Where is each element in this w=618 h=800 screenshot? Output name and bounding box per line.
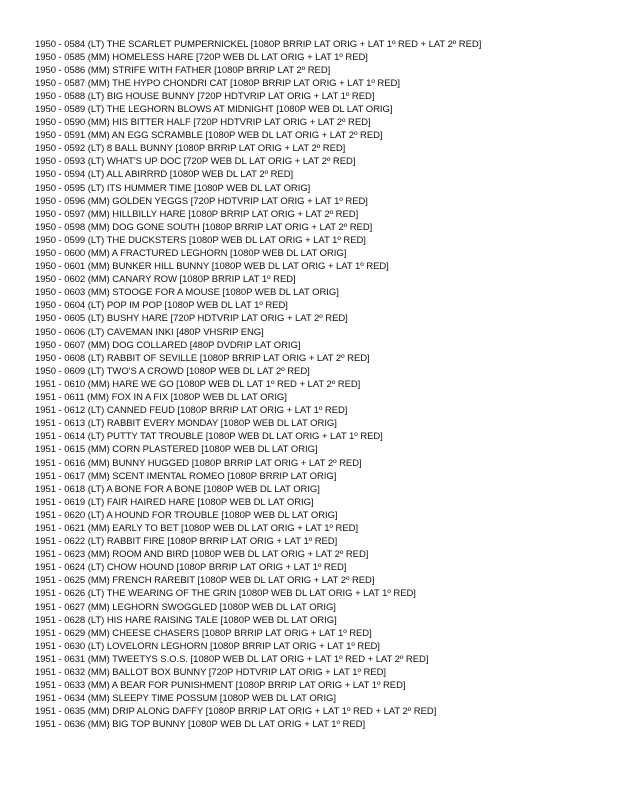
list-item: 1950 - 0600 (MM) A FRACTURED LEGHORN [1080P WEB DL LAT ORIG]: [35, 248, 347, 259]
list-item: 1950 - 0588 (LT) BIG HOUSE BUNNY [720P HDTVRIP LAT ORIG + LAT 1º RED]: [35, 90, 375, 102]
list-item: 1950 - 0603 (MM) STOOGE FOR A MOUSE [1080P WEB DL LAT ORIG]: [35, 287, 339, 299]
list-item: 1951 - 0623 (MM) ROOM AND BIRD [1080P WEB DL LAT ORIG + LAT 2º RED]: [35, 549, 369, 561]
list-item: 1950 - 0594 (LT) ALL ABIRRRD [1080P WEB DL LAT 2º RED]: [35, 169, 294, 181]
list-item: 1950 - 0601 (MM) BUNKER HILL BUNNY [1080P WEB DL LAT ORIG + LAT 1º RED]: [35, 261, 389, 273]
list-item: 1951 - 0615 (MM) CORN PLASTERED [1080P WEB DL LAT ORIG]: [35, 444, 318, 456]
list-item: 1950 - 0591 (MM) AN EGG SCRAMBLE [1080P WEB DL LAT ORIG + LAT 2º RED]: [35, 130, 383, 142]
list-item: 1951 - 0618 (LT) A BONE FOR A BONE [1080P WEB DL LAT ORIG]: [35, 483, 320, 495]
list-item: 1951 - 0636 (MM) BIG TOP BUNNY [1080P WEB DL LAT ORIG + LAT 1º RED]: [35, 719, 366, 731]
list-item: 1951 - 0610 (MM) HARE WE GO [1080P WEB DL LAT 1º RED + LAT 2º RED]: [35, 378, 361, 390]
list-item: 1950 - 0587 (MM) THE HYPO CHONDRI CAT [1080P BRRIP LAT ORIG + LAT 1º RED]: [35, 77, 400, 89]
list-item: 1950 - 0585 (MM) HOMELESS HARE [720P WEB DL LAT ORIG + LAT 1º RED]: [35, 51, 368, 63]
list-item: 1950 - 0598 (MM) DOG GONE SOUTH [1080P BRRIP LAT ORIG + LAT 2º RED]: [35, 221, 373, 233]
list-item: 1950 - 0589 (LT) THE LEGHORN BLOWS AT MIDNIGHT [1080P WEB DL LAT ORIG]: [35, 103, 393, 115]
list-item: 1950 - 0599 (LT) THE DUCKSTERS [1080P WEB DL LAT ORIG + LAT 1º RED]: [35, 234, 366, 246]
list-item: 1950 - 0608 (LT) RABBIT OF SEVILLE [1080P BRRIP LAT ORIG + LAT 2º RED]: [35, 352, 370, 364]
list-item: 1950 - 0593 (LT) WHAT'S UP DOC [720P WEB DL LAT ORIG + LAT 2º RED]: [35, 156, 356, 168]
list-item: 1951 - 0635 (MM) DRIP ALONG DAFFY [1080P BRRIP LAT ORIG + LAT 1º RED + LAT 2º RED]: [35, 706, 437, 718]
list-item: 1951 - 0629 (MM) CHEESE CHASERS [1080P BRRIP LAT ORIG + LAT 1º RED]: [35, 627, 372, 639]
list-item: 1951 - 0613 (LT) RABBIT EVERY MONDAY [1080P WEB DL LAT ORIG]: [35, 418, 337, 430]
list-item: 1951 - 0617 (MM) SCENT IMENTAL ROMEO [1080P BRRIP LAT ORIG]: [35, 470, 337, 482]
list-item: 1950 - 0590 (MM) HIS BITTER HALF [720P HDTVRIP LAT ORIG + LAT 2º RED]: [35, 117, 371, 129]
list-item: 1951 - 0626 (LT) THE WEARING OF THE GRIN [1080P WEB DL LAT ORIG + LAT 1º RED]: [35, 588, 416, 600]
list-item: 1950 - 0607 (MM) DOG COLLARED [480P DVDRIP LAT ORIG]: [35, 339, 301, 351]
list-item: 1950 - 0584 (LT) THE SCARLET PUMPERNICKEL [1080P BRRIP LAT ORIG + LAT 1º RED + LAT 2º RED]: [35, 38, 482, 50]
list-item: 1950 - 0597 (MM) HILLBILLY HARE [1080P BRRIP LAT ORIG + LAT 2º RED]: [35, 208, 359, 220]
list-item: 1951 - 0627 (MM) LEGHORN SWOGGLED [1080P WEB DL LAT ORIG]: [35, 601, 336, 613]
list-item: 1951 - 0621 (MM) EARLY TO BET [1080P WEB DL LAT ORIG + LAT 1º RED]: [35, 522, 359, 534]
list-item: 1950 - 0586 (MM) STRIFE WITH FATHER [1080P BRRIP LAT 2º RED]: [35, 64, 331, 76]
list-item: 1951 - 0620 (LT) A HOUND FOR TROUBLE [1080P WEB DL LAT ORIG]: [35, 509, 338, 521]
list-item: 1951 - 0628 (LT) HIS HARE RAISING TALE [1080P WEB DL LAT ORIG]: [35, 614, 337, 626]
list-item: 1950 - 0596 (MM) GOLDEN YEGGS [720P HDTVRIP LAT ORIG + LAT 1º RED]: [35, 195, 368, 207]
list-item: 1951 - 0634 (MM) SLEEPY TIME POSSUM [1080P WEB DL LAT ORIG]: [35, 693, 336, 705]
list-item: 1951 - 0619 (LT) FAIR HAIRED HARE [1080P WEB DL LAT ORIG]: [35, 496, 314, 508]
list-item: 1951 - 0630 (LT) LOVELORN LEGHORN [1080P BRRIP LAT ORIG + LAT 1º RED]: [35, 640, 380, 652]
list-item: 1950 - 0592 (LT) 8 BALL BUNNY [1080P BRRIP LAT ORIG + LAT 2º RED]: [35, 143, 346, 155]
list-item: 1951 - 0612 (LT) CANNED FEUD [1080P BRRIP LAT ORIG + LAT 1º RED]: [35, 405, 348, 417]
list-item: 1950 - 0604 (LT) POP IM POP [1080P WEB DL LAT 1º RED]: [35, 300, 288, 312]
list-item: 1950 - 0595 (LT) ITS HUMMER TIME [1080P WEB DL LAT ORIG]: [35, 182, 311, 194]
list-item: 1951 - 0631 (MM) TWEETYS S.O.S. [1080P WEB DL LAT ORIG + LAT 1º RED + LAT 2º RED]: [35, 653, 429, 665]
list-item: 1951 - 0614 (LT) PUTTY TAT TROUBLE [1080P WEB DL LAT ORIG + LAT 1º RED]: [35, 431, 383, 443]
list-item: 1951 - 0616 (MM) BUNNY HUGGED [1080P BRRIP LAT ORIG + LAT 2º RED]: [35, 457, 362, 469]
list-item: 1950 - 0606 (LT) CAVEMAN INKI [480P VHSRIP ENG]: [35, 326, 264, 338]
cartoon-list: [35, 38, 481, 732]
list-item: 1951 - 0624 (LT) CHOW HOUND [1080P BRRIP LAT ORIG + LAT 1º RED]: [35, 562, 347, 574]
list-item: 1951 - 0622 (LT) RABBIT FIRE [1080P BRRIP LAT ORIG + LAT 1º RED]: [35, 536, 338, 548]
list-item: 1951 - 0633 (MM) A BEAR FOR PUNISHMENT [1080P BRRIP LAT ORIG + LAT 1º RED]: [35, 680, 406, 692]
list-item: 1951 - 0611 (MM) FOX IN A FIX [1080P WEB DL LAT ORIG]: [35, 392, 287, 404]
list-item: 1951 - 0625 (MM) FRENCH RAREBIT [1080P WEB DL LAT ORIG + LAT 2º RED]: [35, 575, 375, 587]
list-item: 1950 - 0609 (LT) TWO'S A CROWD [1080P WEB DL LAT 2º RED]: [35, 365, 310, 377]
list-item: 1950 - 0602 (MM) CANARY ROW [1080P BRRIP LAT 1º RED]: [35, 274, 296, 286]
list-item: 1951 - 0632 (MM) BALLOT BOX BUNNY [720P HDTVRIP LAT ORIG + LAT 1º RED]: [35, 667, 386, 678]
list-item: 1950 - 0605 (LT) BUSHY HARE [720P HDTVRIP LAT ORIG + LAT 2º RED]: [35, 313, 348, 325]
